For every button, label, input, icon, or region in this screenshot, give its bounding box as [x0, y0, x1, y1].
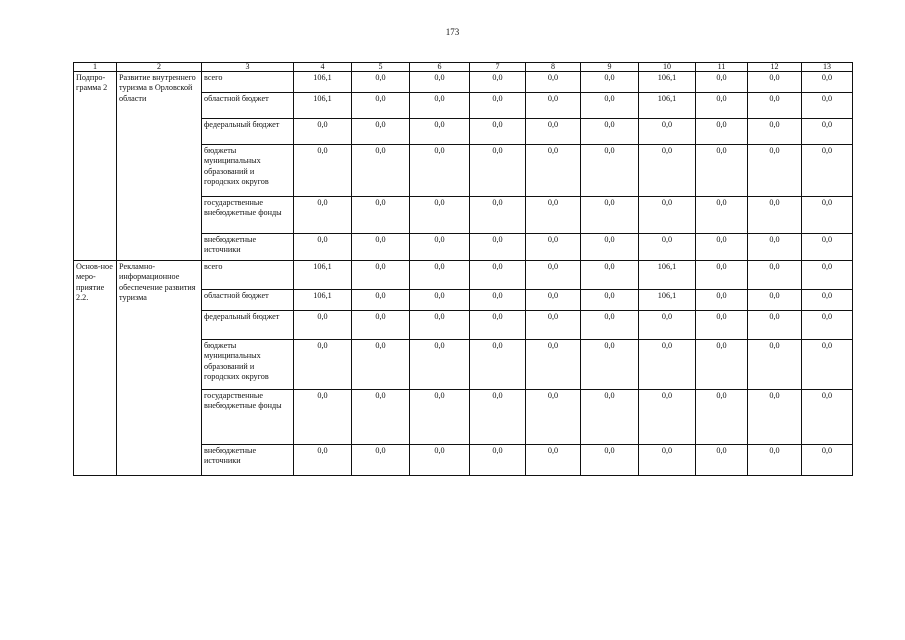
funding-source: всего — [202, 261, 294, 290]
amount-cell: 0,0 — [526, 197, 581, 234]
col-header: 4 — [294, 63, 352, 72]
amount-cell: 0,0 — [526, 340, 581, 390]
amount-cell: 0,0 — [410, 390, 470, 445]
amount-cell: 0,0 — [470, 197, 526, 234]
funding-source: внебюджетные источники — [202, 445, 294, 476]
funding-source: федеральный бюджет — [202, 119, 294, 145]
amount-cell: 0,0 — [802, 234, 853, 261]
funding-source: федеральный бюджет — [202, 311, 294, 340]
amount-cell: 0,0 — [410, 311, 470, 340]
col-header: 12 — [748, 63, 802, 72]
amount-cell: 0,0 — [696, 390, 748, 445]
amount-cell: 0,0 — [802, 290, 853, 311]
col-header: 9 — [581, 63, 639, 72]
amount-cell: 0,0 — [802, 311, 853, 340]
amount-cell: 0,0 — [352, 145, 410, 197]
amount-cell: 0,0 — [294, 119, 352, 145]
amount-cell: 0,0 — [294, 340, 352, 390]
amount-cell: 0,0 — [581, 261, 639, 290]
amount-cell: 0,0 — [802, 445, 853, 476]
amount-cell: 0,0 — [581, 445, 639, 476]
amount-cell: 0,0 — [639, 119, 696, 145]
funding-source: государственные внебюджетные фонды — [202, 390, 294, 445]
amount-cell: 0,0 — [470, 93, 526, 119]
amount-cell: 0,0 — [470, 390, 526, 445]
amount-cell: 0,0 — [802, 93, 853, 119]
amount-cell: 0,0 — [470, 290, 526, 311]
header-row — [74, 63, 853, 72]
amount-cell: 0,0 — [410, 145, 470, 197]
amount-cell: 106,1 — [294, 93, 352, 119]
amount-cell: 0,0 — [410, 261, 470, 290]
amount-cell: 0,0 — [581, 119, 639, 145]
amount-cell: 0,0 — [696, 72, 748, 93]
amount-cell: 0,0 — [470, 261, 526, 290]
funding-source: областной бюджет — [202, 93, 294, 119]
amount-cell: 106,1 — [639, 290, 696, 311]
amount-cell: 0,0 — [696, 261, 748, 290]
amount-cell: 0,0 — [352, 119, 410, 145]
amount-cell: 0,0 — [581, 72, 639, 93]
amount-cell: 0,0 — [470, 145, 526, 197]
col-header: 8 — [526, 63, 581, 72]
amount-cell: 0,0 — [639, 145, 696, 197]
amount-cell: 0,0 — [581, 93, 639, 119]
col-header: 11 — [696, 63, 748, 72]
amount-cell: 0,0 — [410, 93, 470, 119]
amount-cell: 0,0 — [581, 311, 639, 340]
amount-cell: 0,0 — [748, 445, 802, 476]
col-header: 7 — [470, 63, 526, 72]
amount-cell: 0,0 — [748, 290, 802, 311]
amount-cell: 0,0 — [410, 234, 470, 261]
amount-cell: 0,0 — [526, 311, 581, 340]
amount-cell: 0,0 — [352, 340, 410, 390]
section-name: Рекламно-информационное обеспечение развития туризма — [117, 261, 202, 476]
amount-cell: 0,0 — [802, 145, 853, 197]
amount-cell: 0,0 — [352, 445, 410, 476]
amount-cell: 0,0 — [696, 340, 748, 390]
amount-cell: 106,1 — [639, 261, 696, 290]
budget-table — [73, 62, 853, 476]
amount-cell: 0,0 — [748, 197, 802, 234]
amount-cell: 0,0 — [410, 290, 470, 311]
amount-cell: 0,0 — [470, 234, 526, 261]
amount-cell: 0,0 — [410, 340, 470, 390]
col-header: 1 — [74, 63, 117, 72]
amount-cell: 0,0 — [352, 261, 410, 290]
amount-cell: 0,0 — [470, 340, 526, 390]
amount-cell: 0,0 — [526, 93, 581, 119]
amount-cell: 0,0 — [802, 197, 853, 234]
amount-cell: 0,0 — [639, 390, 696, 445]
amount-cell: 0,0 — [802, 72, 853, 93]
amount-cell: 0,0 — [748, 261, 802, 290]
amount-cell: 0,0 — [470, 72, 526, 93]
funding-source: областной бюджет — [202, 290, 294, 311]
amount-cell: 0,0 — [410, 119, 470, 145]
amount-cell: 0,0 — [526, 145, 581, 197]
amount-cell: 106,1 — [294, 290, 352, 311]
amount-cell: 0,0 — [802, 340, 853, 390]
amount-cell: 0,0 — [410, 197, 470, 234]
amount-cell: 0,0 — [352, 234, 410, 261]
amount-cell: 0,0 — [748, 119, 802, 145]
amount-cell: 0,0 — [748, 145, 802, 197]
amount-cell: 0,0 — [352, 390, 410, 445]
table-body — [74, 72, 853, 476]
table-row — [74, 261, 853, 290]
funding-source: всего — [202, 72, 294, 93]
amount-cell: 0,0 — [352, 290, 410, 311]
amount-cell: 0,0 — [581, 340, 639, 390]
amount-cell: 0,0 — [581, 234, 639, 261]
section-code: Подпро-грамма 2 — [74, 72, 117, 261]
amount-cell: 0,0 — [581, 145, 639, 197]
amount-cell: 0,0 — [696, 119, 748, 145]
col-header: 13 — [802, 63, 853, 72]
amount-cell: 0,0 — [696, 234, 748, 261]
amount-cell: 0,0 — [639, 311, 696, 340]
page-number: 173 — [445, 27, 460, 37]
amount-cell: 0,0 — [470, 119, 526, 145]
amount-cell: 0,0 — [352, 197, 410, 234]
amount-cell: 0,0 — [696, 197, 748, 234]
amount-cell: 0,0 — [526, 119, 581, 145]
amount-cell: 0,0 — [802, 261, 853, 290]
amount-cell: 0,0 — [748, 311, 802, 340]
amount-cell: 0,0 — [639, 197, 696, 234]
amount-cell: 0,0 — [802, 390, 853, 445]
funding-source: бюджеты муниципальных образований и городских округов — [202, 340, 294, 390]
amount-cell: 0,0 — [294, 311, 352, 340]
amount-cell: 0,0 — [352, 93, 410, 119]
amount-cell: 0,0 — [748, 93, 802, 119]
section-name: Развитие внутреннего туризма в Орловской области — [117, 72, 202, 261]
amount-cell: 0,0 — [470, 445, 526, 476]
amount-cell: 0,0 — [696, 311, 748, 340]
col-header: 10 — [639, 63, 696, 72]
funding-source: внебюджетные источники — [202, 234, 294, 261]
funding-source: бюджеты муниципальных образований и городских округов — [202, 145, 294, 197]
amount-cell: 0,0 — [696, 290, 748, 311]
amount-cell: 0,0 — [294, 445, 352, 476]
amount-cell: 0,0 — [696, 93, 748, 119]
amount-cell: 0,0 — [581, 197, 639, 234]
amount-cell: 0,0 — [639, 445, 696, 476]
section-code: Основ-ное меро-приятие 2.2. — [74, 261, 117, 476]
amount-cell: 106,1 — [294, 72, 352, 93]
amount-cell: 0,0 — [526, 445, 581, 476]
amount-cell: 0,0 — [526, 72, 581, 93]
amount-cell: 0,0 — [748, 72, 802, 93]
amount-cell: 0,0 — [581, 390, 639, 445]
amount-cell: 0,0 — [294, 390, 352, 445]
col-header: 2 — [117, 63, 202, 72]
amount-cell: 0,0 — [352, 311, 410, 340]
amount-cell: 0,0 — [526, 234, 581, 261]
amount-cell: 0,0 — [470, 311, 526, 340]
amount-cell: 106,1 — [639, 93, 696, 119]
col-header: 3 — [202, 63, 294, 72]
amount-cell: 0,0 — [802, 119, 853, 145]
amount-cell: 0,0 — [294, 234, 352, 261]
amount-cell: 0,0 — [352, 72, 410, 93]
col-header: 5 — [352, 63, 410, 72]
amount-cell: 0,0 — [294, 197, 352, 234]
amount-cell: 0,0 — [410, 445, 470, 476]
amount-cell: 0,0 — [748, 234, 802, 261]
amount-cell: 0,0 — [526, 261, 581, 290]
amount-cell: 0,0 — [410, 72, 470, 93]
amount-cell: 0,0 — [748, 390, 802, 445]
amount-cell: 0,0 — [748, 340, 802, 390]
amount-cell: 106,1 — [294, 261, 352, 290]
funding-source: государственные внебюджетные фонды — [202, 197, 294, 234]
amount-cell: 0,0 — [526, 390, 581, 445]
amount-cell: 0,0 — [294, 145, 352, 197]
amount-cell: 106,1 — [639, 72, 696, 93]
amount-cell: 0,0 — [526, 290, 581, 311]
amount-cell: 0,0 — [696, 145, 748, 197]
table-row — [74, 72, 853, 93]
col-header: 6 — [410, 63, 470, 72]
amount-cell: 0,0 — [639, 234, 696, 261]
amount-cell: 0,0 — [581, 290, 639, 311]
amount-cell: 0,0 — [696, 445, 748, 476]
amount-cell: 0,0 — [639, 340, 696, 390]
